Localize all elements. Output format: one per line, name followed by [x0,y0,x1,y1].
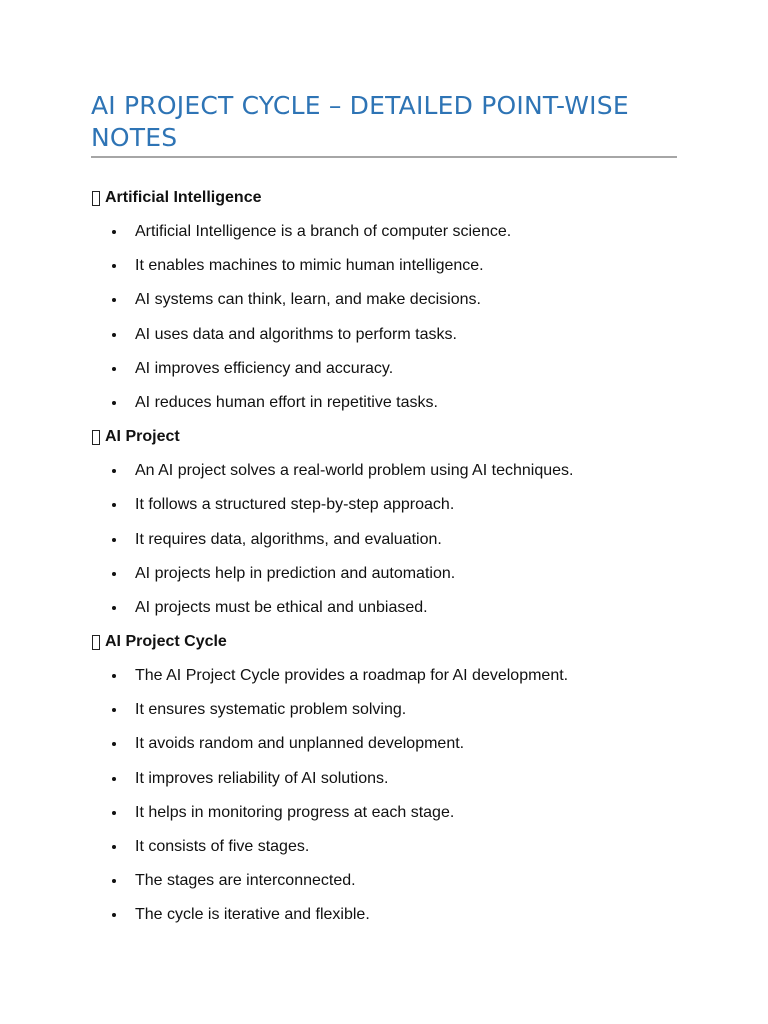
list-item-text: AI projects must be ethical and unbiased. [135,598,428,616]
list-item-text: AI systems can think, learn, and make decisions. [135,291,481,309]
list-item-text: Artificial Intelligence is a branch of computer science. [135,223,512,240]
list-item [91,596,691,620]
bullet-icon [112,298,116,302]
list-item [91,903,691,927]
list-item-text: It helps in monitoring progress at each stage. [135,803,455,821]
document-title: AI PROJECT CYCLE – DETAILED POINT-WISE NOTES [91,91,629,152]
list-item [91,664,691,688]
list-item [91,528,691,552]
bullet-icon [112,879,116,883]
bullet-icon [112,367,116,371]
list-item-text: It requires data, algorithms, and evaluation. [135,530,442,548]
bullet-icon [112,674,116,678]
list-item [91,869,691,893]
list-item-text: AI uses data and algorithms to perform tasks. [135,325,457,343]
list-item [91,288,691,312]
list-item [91,562,691,586]
section-ai-project [91,425,691,620]
bullet-icon [112,606,116,610]
bullet-icon [112,538,116,542]
list-item-text: AI projects help in prediction and automation. [135,564,456,582]
list-item [91,801,691,825]
bullet-icon [112,708,116,712]
list-item-text: It avoids random and unplanned development. [135,735,465,753]
section-artificial-intelligence [91,186,691,415]
bullet-icon [112,264,116,268]
list-item-text: It improves reliability of AI solutions. [135,769,389,787]
section-heading-text: Artificial Intelligence [105,189,262,206]
list-item-text: AI reduces human effort in repetitive tasks. [135,393,438,411]
list-item [91,835,691,859]
list-item-text: AI improves efficiency and accuracy. [135,359,394,377]
bullet-list [91,459,691,620]
list-item-text: It enables machines to mimic human intelligence. [135,257,484,275]
document-body [91,186,691,938]
missing-glyph-icon [92,635,100,650]
section-heading [91,425,691,449]
missing-glyph-icon [92,191,100,206]
title-underline [91,156,677,158]
bullet-icon [112,333,116,337]
list-item [91,732,691,756]
section-heading-text: AI Project Cycle [105,633,227,651]
list-item-text: The AI Project Cycle provides a roadmap for AI development. [135,667,569,685]
bullet-icon [112,845,116,849]
bullet-icon [112,503,116,507]
list-item-text: It ensures systematic problem solving. [135,701,407,719]
section-heading-text: AI Project [105,428,180,446]
bullet-icon [112,469,116,473]
list-item-text: An AI project solves a real-world problem using AI techniques. [135,462,574,480]
bullet-icon [112,230,116,234]
list-item-text: It follows a structured step-by-step approach. [135,496,455,514]
list-item [91,698,691,722]
bullet-icon [112,777,116,781]
missing-glyph-icon [92,430,100,445]
list-item-text: The cycle is iterative and flexible. [135,906,370,924]
section-heading [91,630,691,654]
list-item [91,220,691,244]
section-ai-project-cycle [91,630,691,927]
list-item [91,254,691,278]
section-heading [91,186,691,210]
list-item [91,493,691,517]
bullet-list [91,220,691,415]
list-item [91,323,691,347]
bullet-list [91,664,691,927]
list-item [91,459,691,483]
bullet-icon [112,401,116,405]
list-item-text: It consists of five stages. [135,838,310,855]
bullet-icon [112,742,116,746]
bullet-icon [112,572,116,576]
list-item [91,391,691,415]
list-item-text: The stages are interconnected. [135,872,356,890]
bullet-icon [112,811,116,815]
list-item [91,357,691,381]
list-item [91,767,691,791]
bullet-icon [112,913,116,917]
